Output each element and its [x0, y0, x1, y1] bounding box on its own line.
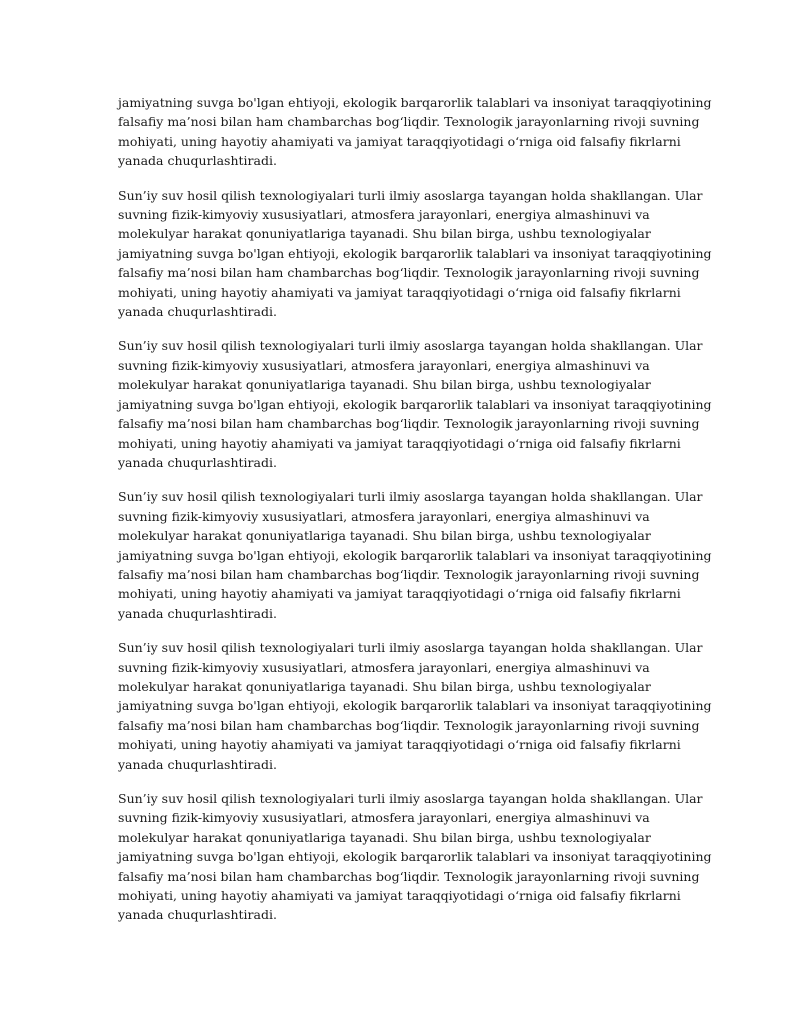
paragraph-line: falsafiy ma’nosi bilan ham chambarchas bog‘liqdir. Texnologik jarayonlarning rivoji suvning	[118, 265, 700, 281]
paragraph-6	[118, 789, 712, 925]
paragraph-line: molekulyar harakat qonuniyatlariga tayanadi. Shu bilan birga, ushbu texnologiyalar	[118, 678, 651, 694]
paragraph-line: falsafiy ma’nosi bilan ham chambarchas bog‘liqdir. Texnologik jarayonlarning rivoji suvning	[118, 114, 700, 130]
paragraph-line: suvning fizik-kimyoviy xususiyatlari, atmosfera jarayonlari, energiya almashinuvi va	[118, 810, 650, 826]
paragraph-line: jamiyatning suvga bo'lgan ehtiyoji, ekologik barqarorlik talablari va insoniyat taraqqiyotining	[118, 396, 712, 412]
paragraph-2	[118, 186, 712, 322]
paragraph-line: Sun’iy suv hosil qilish texnologiyalari turli ilmiy asoslarga tayangan holda shakllangan. Ular	[118, 187, 703, 203]
paragraph-1	[118, 93, 712, 171]
paragraph-line: yanada chuqurlashtiradi.	[118, 756, 277, 772]
paragraph-line: falsafiy ma’nosi bilan ham chambarchas bog‘liqdir. Texnologik jarayonlarning rivoji suvning	[118, 717, 700, 733]
paragraph-line: jamiyatning suvga bo'lgan ehtiyoji, ekologik barqarorlik talablari va insoniyat taraqqiyotining	[118, 849, 712, 865]
paragraph-line: Sun’iy suv hosil qilish texnologiyalari turli ilmiy asoslarga tayangan holda shakllangan. Ular	[118, 640, 703, 656]
paragraph-line: yanada chuqurlashtiradi.	[118, 605, 277, 621]
paragraph-3	[118, 336, 712, 472]
paragraph-line: suvning fizik-kimyoviy xususiyatlari, atmosfera jarayonlari, energiya almashinuvi va	[118, 659, 650, 675]
paragraph-line: mohiyati, uning hayotiy ahamiyati va jamiyat taraqqiyotidagi o‘rniga oid falsafiy fikrlarni	[118, 284, 681, 300]
paragraph-line: mohiyati, uning hayotiy ahamiyati va jamiyat taraqqiyotidagi o‘rniga oid falsafiy fikrlarni	[118, 737, 681, 753]
paragraph-line: molekulyar harakat qonuniyatlariga tayanadi. Shu bilan birga, ushbu texnologiyalar	[118, 226, 651, 242]
paragraph-line: jamiyatning suvga bo'lgan ehtiyoji, ekologik barqarorlik talablari va insoniyat taraqqiyotining	[118, 547, 712, 563]
paragraph-line: mohiyati, uning hayotiy ahamiyati va jamiyat taraqqiyotidagi o‘rniga oid falsafiy fikrlarni	[118, 435, 681, 451]
paragraph-line: suvning fizik-kimyoviy xususiyatlari, atmosfera jarayonlari, energiya almashinuvi va	[118, 508, 650, 524]
paragraph-line: jamiyatning suvga bo'lgan ehtiyoji, ekologik barqarorlik talablari va insoniyat taraqqiyotining	[118, 698, 712, 714]
paragraph-line: falsafiy ma’nosi bilan ham chambarchas bog‘liqdir. Texnologik jarayonlarning rivoji suvning	[118, 868, 700, 884]
paragraph-line: mohiyati, uning hayotiy ahamiyati va jamiyat taraqqiyotidagi o‘rniga oid falsafiy fikrlarni	[118, 888, 681, 904]
paragraph-line: jamiyatning suvga bo'lgan ehtiyoji, ekologik barqarorlik talablari va insoniyat taraqqiyotining	[118, 95, 712, 110]
paragraph-line: suvning fizik-kimyoviy xususiyatlari, atmosfera jarayonlari, energiya almashinuvi va	[118, 357, 650, 373]
paragraph-line: mohiyati, uning hayotiy ahamiyati va jamiyat taraqqiyotidagi o‘rniga oid falsafiy fikrlarni	[118, 133, 681, 149]
paragraph-line: mohiyati, uning hayotiy ahamiyati va jamiyat taraqqiyotidagi o‘rniga oid falsafiy fikrlarni	[118, 586, 681, 602]
paragraph-line: yanada chuqurlashtiradi.	[118, 907, 277, 923]
paragraph-line: yanada chuqurlashtiradi.	[118, 153, 277, 169]
paragraph-line: jamiyatning suvga bo'lgan ehtiyoji, ekologik barqarorlik talablari va insoniyat taraqqiyotining	[118, 245, 712, 261]
paragraph-5	[118, 638, 712, 774]
paragraph-4	[118, 487, 712, 623]
paragraph-line: molekulyar harakat qonuniyatlariga tayanadi. Shu bilan birga, ushbu texnologiyalar	[118, 829, 651, 845]
paragraph-line: suvning fizik-kimyoviy xususiyatlari, atmosfera jarayonlari, energiya almashinuvi va	[118, 207, 650, 223]
paragraph-line: falsafiy ma’nosi bilan ham chambarchas bog‘liqdir. Texnologik jarayonlarning rivoji suvning	[118, 566, 700, 582]
paragraph-line: yanada chuqurlashtiradi.	[118, 304, 277, 320]
paragraph-line: Sun’iy suv hosil qilish texnologiyalari turli ilmiy asoslarga tayangan holda shakllangan. Ular	[118, 791, 703, 806]
paragraph-line: falsafiy ma’nosi bilan ham chambarchas bog‘liqdir. Texnologik jarayonlarning rivoji suvning	[118, 416, 700, 432]
paragraph-line: Sun’iy suv hosil qilish texnologiyalari turli ilmiy asoslarga tayangan holda shakllangan. Ular	[118, 489, 703, 505]
paragraph-line: yanada chuqurlashtiradi.	[118, 454, 277, 470]
paragraph-line: molekulyar harakat qonuniyatlariga tayanadi. Shu bilan birga, ushbu texnologiyalar	[118, 528, 651, 544]
paragraph-line: molekulyar harakat qonuniyatlariga tayanadi. Shu bilan birga, ushbu texnologiyalar	[118, 377, 651, 393]
document-page	[118, 93, 712, 940]
paragraph-line: Sun’iy suv hosil qilish texnologiyalari turli ilmiy asoslarga tayangan holda shakllangan. Ular	[118, 338, 703, 354]
